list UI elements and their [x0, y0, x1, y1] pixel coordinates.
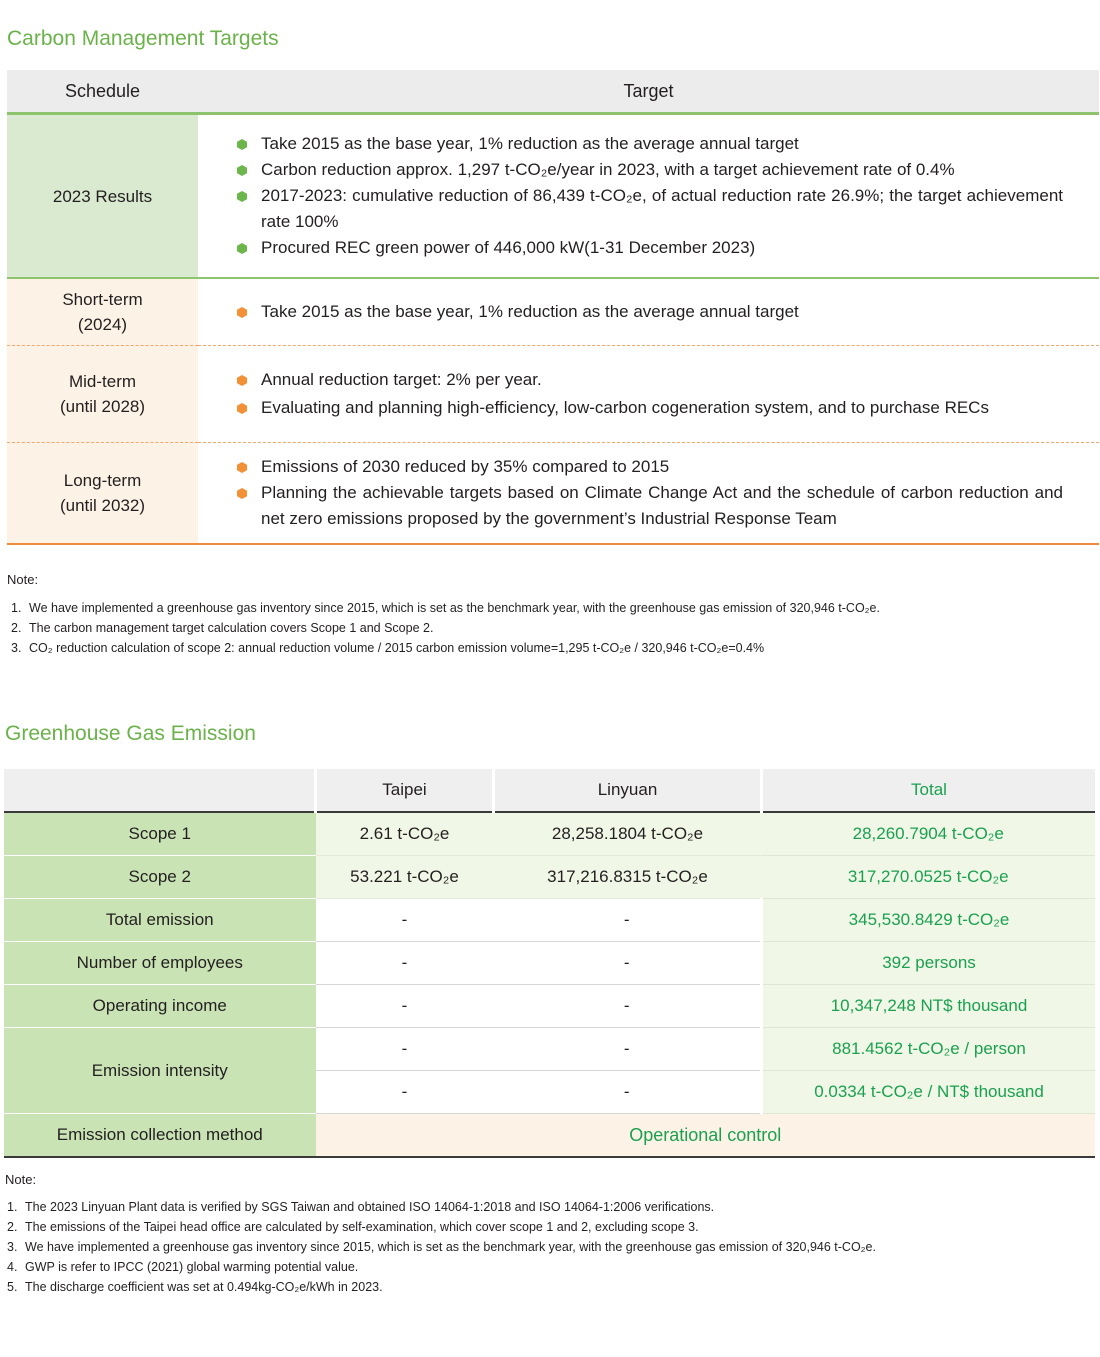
target-cell	[198, 346, 1099, 443]
note-item	[7, 638, 880, 658]
ghg-section-title: Greenhouse Gas Emission	[5, 722, 256, 745]
table-row	[7, 278, 1099, 346]
schedule-period: (until 2032)	[59, 496, 146, 515]
total-cell: 28,260.7904 t-CO₂e	[762, 812, 1096, 856]
list-item: Take 2015 as the base year, 1% reduction as the average annual target	[235, 299, 1063, 325]
list-item: Take 2015 as the base year, 1% reduction as the average annual target	[235, 131, 1063, 157]
table-row	[7, 346, 1099, 443]
note-number: 2.	[7, 1220, 18, 1234]
note-number: 3.	[11, 641, 22, 655]
total-cell: 317,270.0525 t-CO₂e	[762, 856, 1096, 899]
note-item	[3, 1257, 876, 1277]
note-text: The 2023 Linyuan Plant data is verified by SGS Taiwan and obtained ISO 14064-1:2018 and ISO 14064-1:2006 verifications.	[25, 1200, 715, 1214]
blank-header	[4, 769, 316, 812]
linyuan-cell: -	[494, 942, 762, 985]
note-number: 4.	[7, 1260, 18, 1274]
note-text: CO₂ reduction calculation of scope 2: annual reduction volume / 2015 carbon emission volume=1,295 t-CO₂e / 320,946 t-CO₂e=0.4%	[29, 641, 765, 655]
total-cell: 881.4562 t-CO₂e / person	[762, 1028, 1096, 1071]
schedule-cell	[7, 346, 198, 443]
linyuan-cell: -	[494, 985, 762, 1028]
list-item: Emissions of 2030 reduced by 35% compared to 2015	[235, 454, 1063, 480]
note-number: 2.	[11, 621, 22, 635]
carbon-notes-list	[7, 598, 880, 658]
table-row	[4, 899, 1095, 942]
note-item	[3, 1197, 876, 1217]
schedule-label: Short-term	[62, 290, 143, 309]
taipei-cell: -	[316, 942, 494, 985]
note-text: The discharge coefficient was set at 0.494kg-CO₂e/kWh in 2023.	[25, 1280, 383, 1294]
note-item	[3, 1237, 876, 1257]
total-cell: 10,347,248 NT$ thousand	[762, 985, 1096, 1028]
note-text: GWP is refer to IPCC (2021) global warming potential value.	[25, 1260, 359, 1274]
linyuan-cell: -	[494, 899, 762, 942]
ghg-table	[4, 769, 1095, 1158]
table-row	[4, 1114, 1095, 1158]
taipei-cell: 53.221 t-CO₂e	[316, 856, 494, 899]
note-text: We have implemented a greenhouse gas inventory since 2015, which is set as the benchmark year, with the greenhouse gas emission of 320,946 t-CO₂e.	[29, 601, 880, 615]
row-label: Scope 1	[4, 812, 316, 856]
schedule-label: Long-term	[63, 471, 142, 490]
note-item	[3, 1217, 876, 1237]
linyuan-cell: 317,216.8315 t-CO₂e	[494, 856, 762, 899]
linyuan-cell: -	[494, 1028, 762, 1071]
linyuan-cell: -	[494, 1071, 762, 1114]
note-number: 5.	[7, 1280, 18, 1294]
total-cell: 392 persons	[762, 942, 1096, 985]
target-list	[235, 367, 1063, 421]
carbon-section-title: Carbon Management Targets	[7, 27, 279, 50]
taipei-cell: 2.61 t-CO₂e	[316, 812, 494, 856]
linyuan-header: Linyuan	[494, 769, 762, 812]
list-item: 2017-2023: cumulative reduction of 86,439 t-CO₂e, of actual reduction rate 26.9%; the target achievement rate 100%	[235, 183, 1063, 235]
taipei-cell: -	[316, 985, 494, 1028]
ghg-note-label: Note:	[5, 1172, 37, 1187]
note-text: We have implemented a greenhouse gas inventory since 2015, which is set as the benchmark year, with the greenhouse gas emission of 320,946 t-CO₂e.	[25, 1240, 876, 1254]
schedule-label: 2023 Results	[52, 186, 153, 206]
list-item: Annual reduction target: 2% per year.	[235, 367, 1063, 393]
list-item: Carbon reduction approx. 1,297 t-CO₂e/year in 2023, with a target achievement rate of 0.4%	[235, 157, 1063, 183]
note-item	[7, 598, 880, 618]
carbon-targets-table	[7, 70, 1099, 545]
note-item	[7, 618, 880, 638]
target-list	[235, 454, 1063, 532]
target-list	[235, 299, 1063, 325]
schedule-cell	[7, 114, 198, 279]
schedule-period: (until 2028)	[59, 397, 146, 416]
list-item: Procured REC green power of 446,000 kW(1-31 December 2023)	[235, 235, 1063, 261]
taipei-header: Taipei	[316, 769, 494, 812]
table-row	[4, 942, 1095, 985]
schedule-period: (2024)	[77, 315, 128, 334]
note-item	[3, 1277, 876, 1297]
note-text: The emissions of the Taipei head office are calculated by self-examination, which cover scope 1 and 2, excluding scope 3.	[25, 1220, 699, 1234]
total-cell: 0.0334 t-CO₂e / NT$ thousand	[762, 1071, 1096, 1114]
table-row	[4, 856, 1095, 899]
schedule-cell	[7, 278, 198, 346]
linyuan-cell: 28,258.1804 t-CO₂e	[494, 812, 762, 856]
row-label: Emission collection method	[4, 1114, 316, 1158]
method-value: Operational control	[316, 1114, 1096, 1158]
table-row	[4, 985, 1095, 1028]
table-row	[4, 1028, 1095, 1071]
note-number: 1.	[11, 601, 22, 615]
note-text: The carbon management target calculation covers Scope 1 and Scope 2.	[29, 621, 434, 635]
carbon-note-label: Note:	[7, 572, 39, 587]
note-number: 1.	[7, 1200, 18, 1214]
target-list	[235, 131, 1063, 261]
taipei-cell: -	[316, 1028, 494, 1071]
target-header: Target	[198, 70, 1099, 114]
target-cell	[198, 278, 1099, 346]
list-item: Planning the achievable targets based on Climate Change Act and the schedule of carbon reduction and net zero emissions proposed by the government’s Industrial Response Team	[235, 480, 1063, 532]
ghg-notes-list	[3, 1197, 876, 1297]
list-item: Evaluating and planning high-efficiency, low-carbon cogeneration system, and to purchase RECs	[235, 395, 1063, 421]
target-cell	[198, 443, 1099, 545]
table-row	[7, 114, 1099, 279]
total-header: Total	[762, 769, 1096, 812]
target-cell	[198, 114, 1099, 279]
row-label: Emission intensity	[4, 1028, 316, 1114]
row-label: Total emission	[4, 899, 316, 942]
table-row	[4, 812, 1095, 856]
schedule-label: Mid-term	[68, 372, 137, 391]
schedule-cell	[7, 443, 198, 545]
schedule-header: Schedule	[7, 70, 198, 114]
taipei-cell: -	[316, 899, 494, 942]
row-label: Scope 2	[4, 856, 316, 899]
note-number: 3.	[7, 1240, 18, 1254]
row-label: Operating income	[4, 985, 316, 1028]
total-cell: 345,530.8429 t-CO₂e	[762, 899, 1096, 942]
table-row	[7, 443, 1099, 545]
row-label: Number of employees	[4, 942, 316, 985]
taipei-cell: -	[316, 1071, 494, 1114]
